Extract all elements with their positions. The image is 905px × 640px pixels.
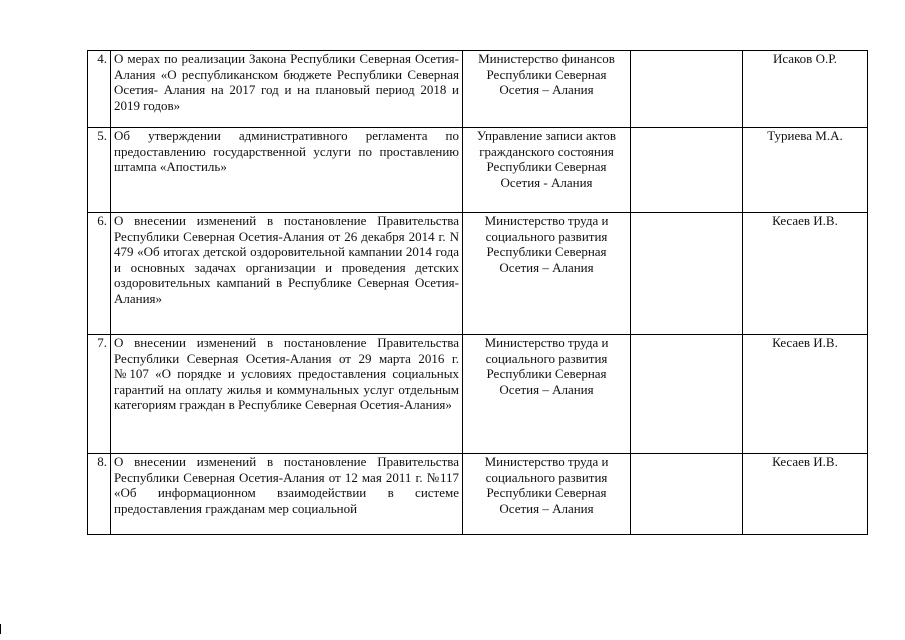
row-title: О внесении изменений в постановление Правительства Республики Северная Осетия-Алания от 26 декабря 2014 г. N 479 «Об итогах детской оздоровительной кампании 2014 года и основных задачах организации и проведения детских оздоровительных кампаний в Республике Северная Осетия-Алания» — [111, 213, 463, 335]
row-organization: Министерство финансов Республики Северная Осетия – Алания — [463, 51, 631, 128]
table-row — [88, 213, 868, 335]
document-table — [87, 50, 868, 535]
row-empty-cell — [631, 128, 743, 213]
table-row — [88, 335, 868, 454]
row-responsible-person: Кесаев И.В. — [743, 454, 868, 535]
row-responsible-person: Туриева М.А. — [743, 128, 868, 213]
row-title: Об утверждении административного регламента по предоставлению государственной услуги по проставлению штампа «Апостиль» — [111, 128, 463, 213]
row-organization: Министерство труда и социального развития Республики Северная Осетия – Алания — [463, 454, 631, 535]
row-number: 6. — [88, 213, 111, 335]
row-number: 4. — [88, 51, 111, 128]
row-title-cell — [111, 454, 463, 535]
row-title: О мерах по реализации Закона Республики Северная Осетия-Алания «О республиканском бюджете Республики Северная Осетия- Алания на 2017 год и на плановый период 2018 и 2019 годов» — [111, 51, 463, 128]
row-organization: Министерство труда и социального развития Республики Северная Осетия – Алания — [463, 213, 631, 335]
row-organization: Министерство труда и социального развития Республики Северная Осетия – Алания — [463, 335, 631, 454]
row-number: 5. — [88, 128, 111, 213]
row-number: 8. — [88, 454, 111, 535]
row-responsible-person: Исаков О.Р. — [743, 51, 868, 128]
row-empty-cell — [631, 213, 743, 335]
row-empty-cell — [631, 454, 743, 535]
row-responsible-person: Кесаев И.В. — [743, 213, 868, 335]
row-number: 7. — [88, 335, 111, 454]
row-responsible-person: Кесаев И.В. — [743, 335, 868, 454]
row-empty-cell — [631, 51, 743, 128]
row-title: О внесении изменений в постановление Правительства Республики Северная Осетия-Алания от 12 мая 2011 г. №117 «Об информационном взаимодействии в системе предоставления гражданам мер социальной — [114, 454, 459, 516]
table-row — [88, 51, 868, 128]
table-row — [88, 128, 868, 213]
table-row — [88, 454, 868, 535]
scan-edge-mark — [0, 624, 1, 634]
row-title: О внесении изменений в постановление Правительства Республики Северная Осетия-Алания от 29 марта 2016 г. №107 «О порядке и условиях предоставления социальных гарантий на оплату жилья и коммунальных услуг отдельным категориям граждан в Республике Северная Осетия-Алания» — [111, 335, 463, 454]
row-organization: Управление записи актов гражданского состояния Республики Северная Осетия - Алания — [463, 128, 631, 213]
row-empty-cell — [631, 335, 743, 454]
